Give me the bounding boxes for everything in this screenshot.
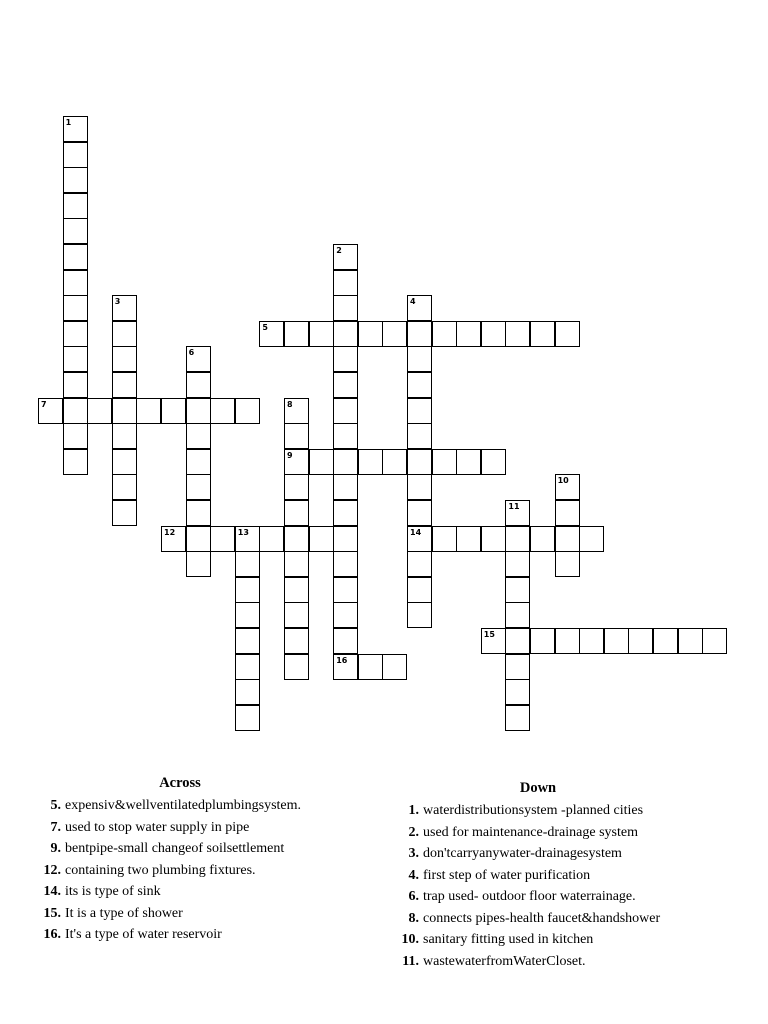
- grid-cell[interactable]: [407, 423, 432, 449]
- grid-cell[interactable]: [284, 577, 309, 603]
- grid-cell[interactable]: [456, 449, 481, 475]
- clue-number: 5: [262, 322, 268, 332]
- grid-cell[interactable]: [186, 372, 211, 398]
- grid-cell[interactable]: [407, 372, 432, 398]
- grid-cell[interactable]: [333, 526, 358, 552]
- grid-cell[interactable]: [407, 398, 432, 424]
- grid-cell[interactable]: [235, 526, 260, 552]
- clue-down-2: 2. used for maintenance-drainage system: [408, 824, 638, 840]
- grid-cell[interactable]: [481, 449, 506, 475]
- grid-cell[interactable]: [112, 500, 137, 526]
- grid-cell[interactable]: [555, 500, 580, 526]
- clue-across-16: 16. It's a type of water reservoir: [43, 927, 222, 942]
- grid-cell[interactable]: [284, 423, 309, 449]
- grid-cell[interactable]: [333, 500, 358, 526]
- clue-number: 2: [336, 246, 342, 255]
- clue-across-9: 9. bentpipe-small changeof soilsettlement: [50, 841, 285, 856]
- grid-cell[interactable]: [382, 654, 407, 680]
- grid-cell[interactable]: [407, 474, 432, 500]
- grid-cell[interactable]: [235, 551, 260, 577]
- grid-cell[interactable]: [702, 628, 727, 654]
- clue-number: 9: [287, 450, 293, 460]
- grid-cell[interactable]: [186, 526, 211, 552]
- grid-cell[interactable]: [358, 449, 383, 475]
- grid-cell[interactable]: [186, 500, 211, 526]
- grid-cell[interactable]: [309, 526, 334, 552]
- grid-cell[interactable]: [309, 321, 334, 347]
- grid-cell[interactable]: [481, 526, 506, 552]
- grid-cell[interactable]: [358, 654, 383, 680]
- grid-cell[interactable]: [530, 321, 555, 347]
- grid-cell[interactable]: [186, 474, 211, 500]
- grid-cell[interactable]: [63, 167, 88, 193]
- clue-number: 1: [65, 118, 72, 127]
- grid-cell[interactable]: [63, 244, 88, 270]
- across-clues: [40, 775, 340, 946]
- grid-cell[interactable]: [333, 321, 358, 347]
- clue-number: 3: [114, 297, 121, 307]
- clue-across-15: 15. It is a type of shower: [43, 905, 183, 921]
- grid-cell[interactable]: [579, 526, 604, 552]
- clue-down-6: 6. trap used- outdoor floor waterrainage.: [408, 889, 636, 904]
- grid-cell[interactable]: [284, 602, 309, 628]
- grid-cell[interactable]: [555, 551, 580, 577]
- grid-cell[interactable]: [235, 679, 260, 705]
- clue-across-7: 7. used to stop water supply in pipe: [50, 819, 250, 835]
- grid-cell[interactable]: [112, 474, 137, 500]
- grid-cell[interactable]: [333, 346, 358, 372]
- grid-cell[interactable]: [333, 398, 358, 424]
- grid-cell[interactable]: [333, 577, 358, 603]
- grid-cell[interactable]: [63, 372, 88, 398]
- grid-cell[interactable]: [186, 423, 211, 449]
- grid-cell[interactable]: [284, 628, 309, 654]
- grid-cell[interactable]: [579, 628, 604, 654]
- grid-cell[interactable]: [333, 295, 358, 321]
- grid-cell[interactable]: [333, 244, 358, 270]
- grid-cell[interactable]: [136, 398, 161, 424]
- clue-number: 4: [410, 297, 416, 307]
- grid-cell[interactable]: [382, 449, 407, 475]
- grid-cell[interactable]: [530, 526, 555, 552]
- grid-cell[interactable]: [333, 474, 358, 500]
- grid-cell[interactable]: [505, 628, 530, 654]
- grid-cell[interactable]: [407, 551, 432, 577]
- grid-cell[interactable]: [63, 321, 88, 347]
- grid-cell[interactable]: [38, 398, 63, 424]
- grid-cell[interactable]: [235, 398, 260, 424]
- grid-cell[interactable]: [333, 602, 358, 628]
- clue-number: 7: [41, 399, 47, 409]
- grid-cell[interactable]: [555, 628, 580, 654]
- grid-cell[interactable]: [653, 628, 678, 654]
- grid-cell[interactable]: [235, 577, 260, 603]
- grid-cell[interactable]: [284, 449, 309, 475]
- grid-cell[interactable]: [284, 474, 309, 500]
- grid-cell[interactable]: [333, 423, 358, 449]
- grid-cell[interactable]: [481, 321, 506, 347]
- clue-number: 12: [164, 527, 176, 537]
- grid-cell[interactable]: [63, 449, 88, 475]
- clue-number: 13: [237, 527, 249, 537]
- grid-cell[interactable]: [284, 321, 309, 347]
- grid-cell[interactable]: [112, 295, 137, 321]
- grid-cell[interactable]: [530, 628, 555, 654]
- grid-cell[interactable]: [628, 628, 653, 654]
- down-heading: Down: [519, 780, 557, 796]
- grid-cell[interactable]: [333, 372, 358, 398]
- grid-cell[interactable]: [505, 551, 530, 577]
- grid-cell[interactable]: [284, 526, 309, 552]
- grid-cell[interactable]: [63, 116, 88, 142]
- grid-cell[interactable]: [407, 577, 432, 603]
- grid-cell[interactable]: [604, 628, 629, 654]
- grid-cell[interactable]: [112, 346, 137, 372]
- grid-cell[interactable]: [284, 500, 309, 526]
- clue-number: 15: [483, 630, 495, 639]
- grid-cell[interactable]: [407, 449, 432, 475]
- down-clues: [398, 780, 738, 972]
- clue-number: 6: [188, 348, 195, 358]
- grid-cell[interactable]: [382, 321, 407, 347]
- grid-cell[interactable]: [112, 423, 137, 449]
- grid-cell[interactable]: [235, 654, 260, 680]
- clue-number: 14: [410, 527, 422, 537]
- grid-cell[interactable]: [456, 526, 481, 552]
- grid-cell[interactable]: [63, 295, 88, 321]
- grid-cell[interactable]: [186, 449, 211, 475]
- grid-cell[interactable]: [407, 526, 432, 552]
- grid-cell[interactable]: [63, 346, 88, 372]
- grid-cell[interactable]: [259, 321, 284, 347]
- grid-cell[interactable]: [333, 551, 358, 577]
- clue-down-1: 1. waterdistributionsystem -planned cities: [408, 803, 644, 818]
- grid-cell[interactable]: [63, 218, 88, 244]
- grid-cell[interactable]: [161, 398, 186, 424]
- grid-cell[interactable]: [505, 526, 530, 552]
- grid-cell[interactable]: [407, 321, 432, 347]
- clue-number: 8: [287, 399, 293, 409]
- grid-cell[interactable]: [505, 679, 530, 705]
- grid-cell[interactable]: [210, 398, 235, 424]
- grid-cell[interactable]: [63, 193, 88, 219]
- clue-number: 16: [336, 655, 348, 665]
- grid-cell[interactable]: [505, 705, 530, 731]
- grid-cell[interactable]: [235, 628, 260, 654]
- grid-cell[interactable]: [481, 628, 506, 654]
- grid-cell[interactable]: [186, 398, 211, 424]
- clue-down-8: 8. connects pipes-health faucet&handshower: [408, 910, 661, 926]
- grid-cell[interactable]: [63, 142, 88, 168]
- grid-cell[interactable]: [333, 270, 358, 296]
- grid-cell[interactable]: [407, 346, 432, 372]
- grid-cell[interactable]: [333, 628, 358, 654]
- grid-cell[interactable]: [505, 654, 530, 680]
- grid-cell[interactable]: [284, 551, 309, 577]
- grid-cell[interactable]: [505, 500, 530, 526]
- clue-across-5: 5. expensiv&wellventilatedplumbingsystem.: [50, 798, 302, 813]
- clue-down-3: 3. don'tcarryanywater-drainagesystem: [408, 846, 622, 861]
- grid-cell[interactable]: [432, 526, 457, 552]
- grid-cell[interactable]: [284, 654, 309, 680]
- clue-across-14: 14. its is type of sink: [43, 884, 161, 899]
- clue-down-4: 4. first step of water purification: [408, 867, 591, 883]
- grid-cell[interactable]: [210, 526, 235, 552]
- grid-cell[interactable]: [407, 500, 432, 526]
- grid-cell[interactable]: [407, 602, 432, 628]
- grid-cell[interactable]: [309, 449, 334, 475]
- clue-number: 10: [557, 476, 569, 486]
- grid-cell[interactable]: [63, 270, 88, 296]
- grid-cell[interactable]: [358, 321, 383, 347]
- grid-cell[interactable]: [186, 551, 211, 577]
- grid-cell[interactable]: [432, 321, 457, 347]
- grid-cell[interactable]: [555, 474, 580, 500]
- grid-cell[interactable]: [456, 321, 481, 347]
- grid-cell[interactable]: [284, 398, 309, 424]
- grid-cell[interactable]: [63, 398, 88, 424]
- clue-number: 11: [508, 502, 520, 511]
- grid-cell[interactable]: [161, 526, 186, 552]
- grid-cell[interactable]: [407, 295, 432, 321]
- grid-cell[interactable]: [678, 628, 703, 654]
- grid-cell[interactable]: [186, 346, 211, 372]
- grid-cell[interactable]: [259, 526, 284, 552]
- grid-cell[interactable]: [112, 321, 137, 347]
- grid-cell[interactable]: [63, 423, 88, 449]
- grid-cell[interactable]: [112, 398, 137, 424]
- grid-cell[interactable]: [333, 449, 358, 475]
- grid-cell[interactable]: [555, 526, 580, 552]
- grid-cell[interactable]: [333, 654, 358, 680]
- grid-cell[interactable]: [505, 602, 530, 628]
- clue-down-11: 11. wastewaterfromWaterCloset.: [402, 953, 586, 969]
- grid-cell[interactable]: [505, 577, 530, 603]
- grid-cell[interactable]: [555, 321, 580, 347]
- grid-cell[interactable]: [505, 321, 530, 347]
- across-heading: Across: [159, 775, 201, 791]
- grid-cell[interactable]: [432, 449, 457, 475]
- grid-cell[interactable]: [112, 372, 137, 398]
- grid-cell[interactable]: [235, 705, 260, 731]
- clue-across-12: 12. containing two plumbing fixtures.: [43, 862, 256, 878]
- grid-cell[interactable]: [112, 449, 137, 475]
- clue-down-10: 10. sanitary fitting used in kitchen: [401, 932, 594, 947]
- grid-cell[interactable]: [235, 602, 260, 628]
- grid-cell[interactable]: [87, 398, 112, 424]
